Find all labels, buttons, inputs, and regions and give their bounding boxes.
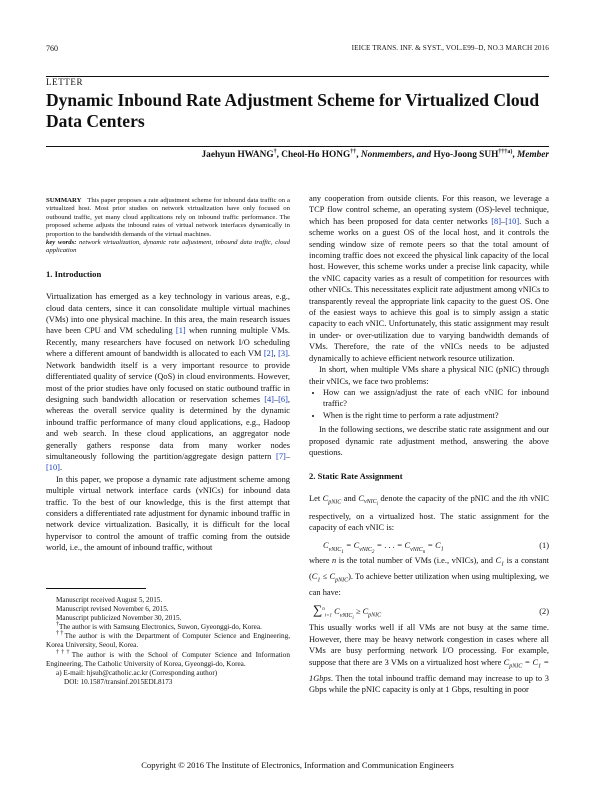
intro-heading: 1. Introduction bbox=[46, 268, 102, 279]
problem-item-2: • When is the right time to perform a rate adjustment? bbox=[323, 410, 549, 421]
citation-link[interactable]: [4] bbox=[264, 394, 274, 404]
author-2: Cheol-Ho HONG bbox=[281, 150, 351, 160]
citation-link[interactable]: [8] bbox=[491, 216, 501, 226]
citation-link[interactable]: [1] bbox=[175, 326, 186, 336]
section-2-paragraph-1: Let $C_{pNIC}$ and $C_{vNIC_i}$ denote the capacity of the pNIC and the ith vNIC respectively, on a virtualized host. The static assignment for the capacity of each vNIC is: bbox=[309, 493, 549, 533]
problem-list bbox=[309, 387, 549, 421]
page-number: 760 bbox=[46, 44, 58, 53]
footnote-rule bbox=[46, 588, 146, 589]
section-2-paragraph-3: This usually works well if all VMs are not busy at the same time. However, there may be heavy network congestion in cases where all VMs are busy performing network I/O processing. For example, suppose that there are 3 VMs on a virtualized host where $C_{pNIC} = C_1$ = 1Gbps. Then the total inbound traffic demand may increase to up to 3 Gbps while the pNIC capacity is only at 1 Gbps, resulting in poor bbox=[309, 623, 549, 695]
citation-link[interactable]: [2] bbox=[263, 349, 274, 359]
footnote-author-3: †††The author is with the School of Computer Science and Information Engineering, The Catholic University of Korea, Gyeonggi-do, Korea. bbox=[46, 649, 290, 668]
paper-title: Dynamic Inbound Rate Adjustment Scheme for Virtualized Cloud Data Centers bbox=[46, 90, 540, 131]
summary bbox=[46, 197, 290, 239]
author-1: Jaehyun HWANG bbox=[201, 150, 274, 160]
author-3-mark: †††a) bbox=[498, 148, 513, 155]
author-2-mark: †† bbox=[350, 148, 357, 155]
author-line: Jaehyun HWANG†, Cheol-Ho HONG††, Nonmembers, and Hyo-Joong SUH$^{\dagger\dagger\dagger a)}$, Member bbox=[201, 148, 549, 160]
equation-2-number: (2) bbox=[539, 607, 549, 617]
equation-1: $C_{vNIC_1} = C_{vNIC_2}$ = . . . = $C_{vNIC_n} = C_1$ (1) bbox=[323, 540, 549, 555]
authors-rule bbox=[46, 146, 549, 147]
footnotes bbox=[46, 596, 290, 687]
intro-paragraph-1: Virtualization has emerged as a key technology in various areas, e.g., cloud data centers, since it can consolidate multiple virtual machines (VMs) into one physical machine. In this area, the main research issues have been CPU and VM scheduling [1] when running multiple VMs. Recently, many researchers have focused on network I/O scheduling where a different amount of bandwidth is allocated to each VM [2], [3]. Network bandwidth itself is a very important resource to provide differentiated quality of service (QoS) in cloud environments. However, most of the prior studies have only focused on static outbound traffic in designing such bandwidth allocation or reservation schemes [4]–[6], whereas the overall service quality is determined by the dynamic inbound traffic performance of many cloud applications, e.g., Hadoop and web search. In these cloud applications, an aggregator node generally gathers response data from many worker nodes simultaneously following the partition/aggregate design pattern [7]–[10]. bbox=[46, 292, 290, 473]
keywords bbox=[46, 239, 290, 256]
footnote-published: Manuscript publicized November 30, 2015. bbox=[56, 614, 182, 623]
letter-rule bbox=[46, 76, 549, 77]
citation-link[interactable]: [10] bbox=[505, 216, 520, 226]
summary-label: SUMMARY bbox=[46, 197, 82, 204]
footnote-doi[interactable]: DOI: 10.1587/transinf.2015EDL8173 bbox=[64, 677, 173, 686]
author-3: Hyo-Joong SUH bbox=[433, 150, 499, 160]
footnote-email[interactable]: a) E-mail: hjsuh@catholic.ac.kr (Corresponding author) bbox=[56, 668, 218, 677]
intro-paragraph-2: In this paper, we propose a dynamic rate adjustment scheme among multiple virtual network interface cards (vNICs) for inbound data traffic. To the best of our knowledge, this is the first attempt that considers a differentiated rate adjustment for dynamic inbound traffic in network device virtualization. Basically, it is difficult for the local hypervisor to control the amount of traffic coming from the outside world, i.e., the amount of inbound traffic, without bbox=[46, 474, 290, 553]
citation-link[interactable]: [7] bbox=[276, 451, 286, 461]
footnote-author-2: ††The author is with the Department of Computer Science and Engineering, Korea University, Seoul, Korea. bbox=[46, 630, 290, 650]
equation-1-number: (1) bbox=[539, 540, 549, 550]
footnote-author-1: †The author is with Samsung Electronics, Suwon, Gyeonggi-do, Korea. bbox=[56, 621, 262, 632]
copyright-notice: Copyright © 2016 The Institute of Electronics, Information and Communication Engineers bbox=[141, 760, 454, 770]
section-2-paragraph-2: where n is the total number of VMs (i.e., vNICs), and $C_1$ is a constant $(C_1 \le C_{pNIC})$. To achieve better utilization when using multiplexing, we can have: bbox=[309, 555, 549, 597]
section-2-heading: 2. Static Rate Assignment bbox=[309, 471, 403, 482]
keywords-label: key words: bbox=[46, 239, 77, 247]
summary-text: This paper proposes a rate adjustment scheme for inbound data traffic on a virtualized host. Most prior studies on network virtualization have only focused on outbound traffic, yet many cloud applications rely on inbound traffic performance. The proposed scheme adjusts the inbound rates of virtual network interfaces dynamically in proportion to the bandwidth demands of the virtual machines. bbox=[46, 197, 291, 238]
right-paragraph-3: In the following sections, we describe static rate assignment and our proposed dynamic rate adjustment method, answering the above questions. bbox=[309, 425, 549, 457]
right-paragraph-2: In short, when multiple VMs share a physical NIC (pNIC) through their vNICs, we face two problems: bbox=[309, 365, 549, 386]
problem-item-1: • How can we assign/adjust the rate of each vNIC for inbound traffic? bbox=[323, 387, 549, 410]
author-1-mark: † bbox=[273, 148, 277, 155]
equation-2: ∑$^n_{i=1}$ $C_{vNIC_i} \ge C_{pNIC}$ (2) bbox=[313, 602, 549, 622]
right-paragraph-1: any cooperation from outside clients. For this reason, we leverage a TCP flow control scheme, an operating system (OS)-level technique, which has been proposed for data center networks [8]–[10]. Such a scheme works on a guest OS of the local host, and it controls the sending window size of remote peers so that the total amount of incoming traffic does not exceed the physical link capacity of the local host. However, this scheme works under a precise link capacity, while the vNIC capacity varies as a result of competition for resources with other vNICs. This necessitates explicit rate adjustment among vNICs to transparently reveal the appropriate link capacity to the guest OS. One of the easiest ways to achieve this goal is to simply assign a static capacity to each vNIC. Unfortunately, this static assignment may result in under- or over-utilization due to varying bandwidth demands of VMs. Therefore, the rate of the vNICs needs to be adjusted dynamically to achieve efficient network resource utilization. bbox=[309, 194, 550, 363]
section-type-label: LETTER bbox=[46, 77, 84, 87]
right-column bbox=[309, 193, 549, 696]
keywords-text: network virtualization, dynamic rate adjustment, inbound data traffic, cloud application bbox=[46, 239, 290, 255]
citation-link[interactable]: [3] bbox=[278, 349, 288, 359]
footnote-received: Manuscript received August 5, 2015. bbox=[56, 596, 163, 604]
nonmembers-label: Nonmembers bbox=[360, 150, 413, 160]
running-head: IEICE TRANS. INF. & SYST., VOL.E99–D, NO.3 MARCH 2016 bbox=[351, 44, 549, 52]
citation-link[interactable]: [6] bbox=[278, 394, 288, 404]
left-column bbox=[46, 197, 290, 554]
and-word: and bbox=[416, 150, 432, 160]
member-label: Member bbox=[516, 150, 549, 160]
footnote-revised: Manuscript revised November 6, 2015. bbox=[56, 605, 169, 614]
citation-link[interactable]: [10] bbox=[46, 463, 60, 473]
